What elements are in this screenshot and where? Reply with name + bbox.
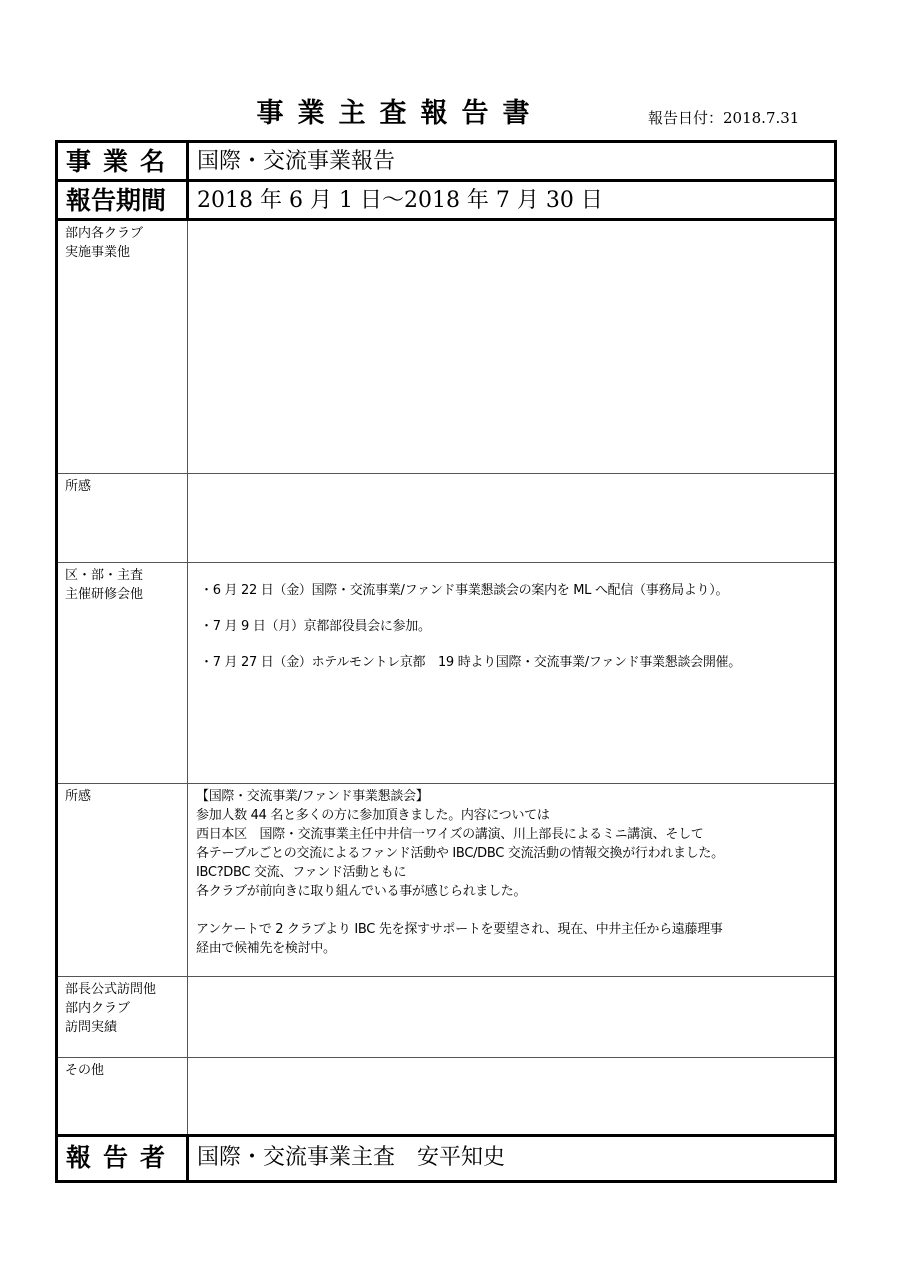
report-period-value-cell	[188, 181, 836, 220]
list-item: ・7 月 9 日（月）京都部役員会に参加。	[200, 619, 431, 634]
district-events-content	[188, 563, 836, 784]
impression-2-label-cell	[57, 784, 188, 977]
impression-line: 各テーブルごとの交流によるファンド活動や IBC/DBC 交流活動の情報交換が行われました。	[196, 846, 724, 861]
district-events-label-cell	[57, 563, 188, 784]
reporter-label-cell	[57, 1136, 188, 1182]
official-visits-label-cell	[57, 977, 188, 1058]
row-impression-1	[57, 474, 836, 563]
impression-line: 【国際・交流事業/ファンド事業懇談会】	[196, 789, 429, 804]
reporter-value: 国際・交流事業主査 安平知史	[197, 1145, 506, 1170]
project-name-label: 事業名	[66, 147, 178, 176]
other-label-cell	[57, 1058, 188, 1136]
club-events-label-cell	[57, 220, 188, 474]
impression-text	[188, 784, 834, 958]
impression-line: アンケートで 2 クラブより IBC 先を探すサポートを要望され、現在、中井主任から遠藤理事	[196, 922, 723, 937]
row-district-events	[57, 563, 836, 784]
district-events-label-line: 主催研修会他	[65, 587, 144, 602]
impression-1-label-cell	[57, 474, 188, 563]
impression-line: 参加人数 44 名と多くの方に参加頂きました。内容については	[196, 808, 550, 823]
reporter-label: 報告者	[66, 1143, 178, 1172]
report-period-label: 報告期間	[66, 186, 167, 215]
impression-line: 経由で候補先を検討中。	[196, 941, 336, 956]
row-reporter	[57, 1136, 836, 1182]
report-period-label-cell	[57, 181, 188, 220]
document-title: 事業主査報告書	[256, 98, 544, 129]
impression-line: 西日本区 国際・交流事業主任中井信一ワイズの講演、川上部長によるミニ講演、そして	[196, 827, 704, 842]
reporter-value-cell	[188, 1136, 836, 1182]
district-events-label	[58, 563, 187, 604]
report-period-value: 2018 年 6 月 1 日～2018 年 7 月 30 日	[197, 188, 603, 213]
project-name-label-cell	[57, 142, 188, 181]
report-table	[55, 140, 837, 1183]
impression-1-content	[188, 474, 836, 563]
list-item: ・6 月 22 日（金）国際・交流事業/ファンド事業懇談会の案内を ML へ配信（事務局より）。	[200, 583, 729, 598]
club-events-label-line: 部内各クラブ	[65, 226, 144, 241]
official-visits-label-line: 部長公式訪問他	[65, 982, 157, 997]
official-visits-content	[188, 977, 836, 1058]
club-events-label-line: 実施事業他	[65, 245, 131, 260]
club-events-content	[188, 220, 836, 474]
activity-list	[188, 563, 834, 672]
row-report-period	[57, 181, 836, 220]
impression-2-content	[188, 784, 836, 977]
project-name-value: 国際・交流事業報告	[197, 149, 396, 174]
official-visits-label-line: 訪問実績	[65, 1020, 118, 1035]
impression-1-label: 所感	[65, 479, 92, 494]
row-project-name	[57, 142, 836, 181]
list-item: ・7 月 27 日（金）ホテルモントレ京都 19 時より国際・交流事業/ファンド事業懇談会開催。	[200, 655, 741, 670]
other-content	[188, 1058, 836, 1136]
row-official-visits	[57, 977, 836, 1058]
impression-line: 各クラブが前向きに取り組んでいる事が感じられました。	[196, 884, 527, 899]
row-club-events	[57, 220, 836, 474]
report-date: 報告日付：2018.7.31	[648, 109, 800, 127]
club-events-label	[58, 221, 187, 262]
row-impression-2	[57, 784, 836, 977]
official-visits-label	[58, 977, 187, 1037]
project-name-value-cell	[188, 142, 836, 181]
official-visits-label-line: 部内クラブ	[65, 1001, 131, 1016]
impression-2-label: 所感	[65, 789, 92, 804]
other-label: その他	[65, 1063, 105, 1078]
impression-line: IBC?DBC 交流、ファンド活動ともに	[196, 865, 407, 880]
row-other	[57, 1058, 836, 1136]
district-events-label-line: 区・部・主査	[65, 568, 144, 583]
